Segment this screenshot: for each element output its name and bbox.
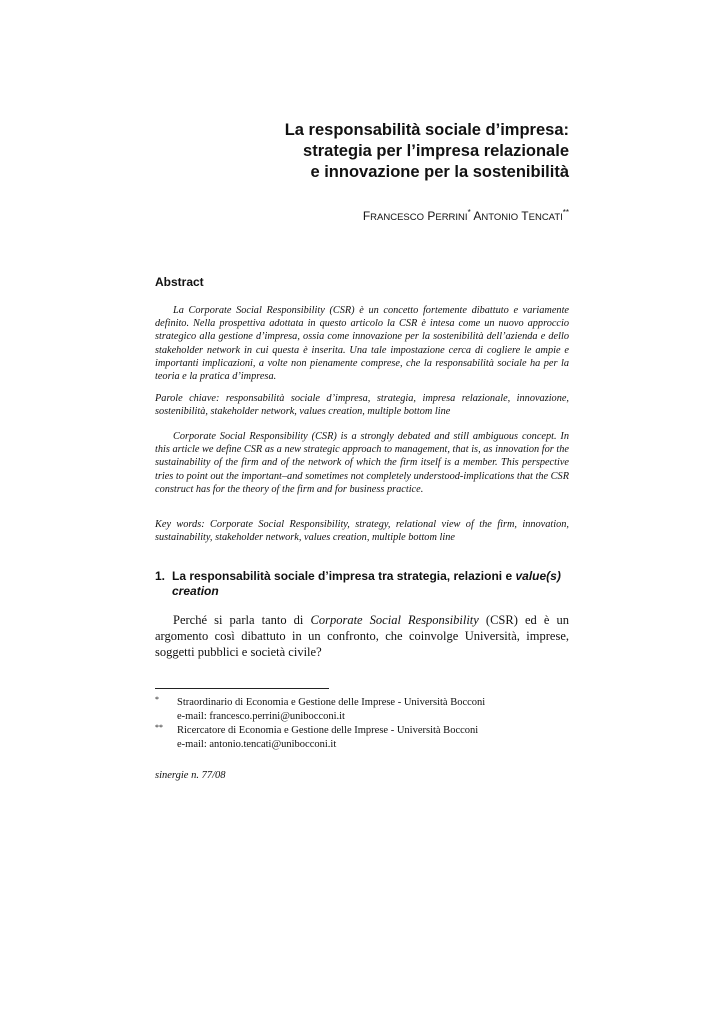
author-name: ANTONIO TENCATI [473,209,563,223]
title-line: e innovazione per la sostenibilità [310,163,569,181]
footnote-marker: ** [562,208,569,217]
paper-title [149,120,569,183]
abstract-english: Corporate Social Responsibility (CSR) is a strongly debated and still ambiguous concept. In this article we define CSR as a new strategic approach to management, that is, as innovation for the sustainability of the firm and of the network of which the firm itself is a member. This perspective tries to point out the important–and sometimes not completely understood-implications that the CSR construct has for the theory of the firm and for business practice. [155,431,569,495]
footnote-email: e-mail: antonio.tencati@unibocconi.it [177,739,337,750]
keywords-italian: Parole chiave: responsabilità sociale d’impresa, strategia, impresa relazionale, innovazione, sostenibilità, stakeholder network, values creation, multiple bottom line [155,393,569,418]
footnote-email: e-mail: francesco.perrini@unibocconi.it [177,711,345,722]
footnote [155,696,575,724]
keywords-english: Key words: Corporate Social Responsibility, strategy, relational view of the firm, innovation, sustainability, stakeholder network, values creation, multiple bottom line [155,519,569,544]
footnote-mark: ** [155,723,163,732]
body-paragraph: Perché si parla tanto di Corporate Social Responsibility (CSR) ed è un argomento così dibattuto in un confronto, che coinvolge Università, imprese, soggetti pubblici e società civile? [155,613,569,659]
footnote [155,724,575,752]
section-number: 1. [155,569,166,583]
title-line: strategia per l’impresa relazionale [303,142,569,160]
journal-footer: sinergie n. 77/08 [155,770,226,781]
abstract-italian: La Corporate Social Responsibility (CSR) è un concetto fortemente dibattuto e variamente definito. Nella prospettiva adottata in questo articolo la CSR è intesa come un nuovo approccio strategico alla gestione d’impresa, ossia come innovazione per la sostenibilità dell’azienda e dello stakeholder network in cui questa è inserita. Una tale impostazione cerca di cogliere le ampie e importanti implicazioni, a volte non pienamente comprese, che la responsabilità sociale ha per la teoria e la pratica d’impresa. [155,305,569,383]
footnote-marker: * [467,208,471,217]
authors-line [363,209,569,223]
abstract-heading: Abstract [155,275,204,289]
footnote-line: Straordinario di Economia e Gestione delle Imprese - Università Bocconi [177,697,486,708]
footnote-line: Ricercatore di Economia e Gestione delle Imprese - Università Bocconi [177,725,479,736]
footnote-mark: * [155,695,159,704]
section-heading [155,569,575,599]
section-title-italic: value(s) creation [172,569,561,598]
author-name: FRANCESCO PERRINI [362,209,468,223]
body-italic-term: Corporate Social Responsibility [310,613,479,627]
section-title: La responsabilità sociale d’impresa tra strategia, relazioni e [172,569,516,583]
title-line: La responsabilità sociale d’impresa: [284,121,569,139]
footnote-divider [155,688,329,689]
